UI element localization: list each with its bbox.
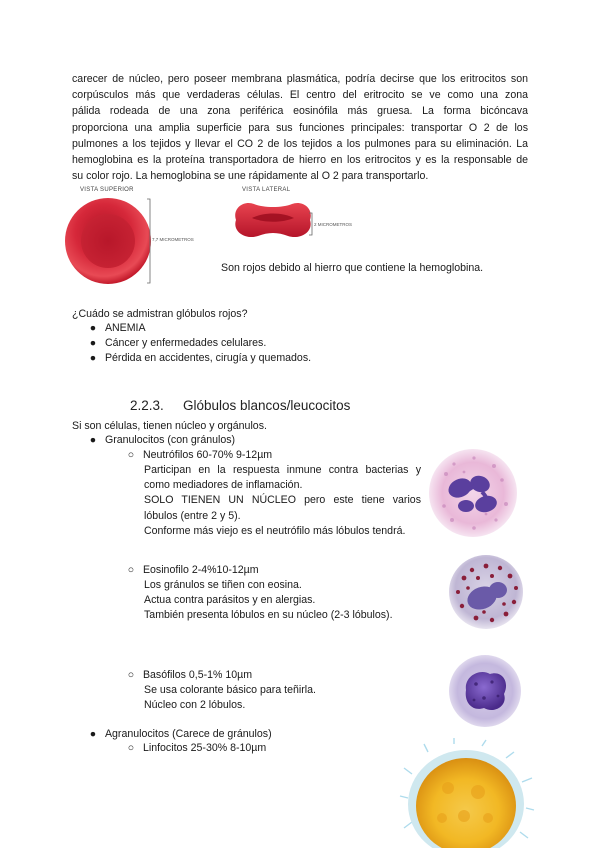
circle-bullet-icon: ○ bbox=[127, 564, 135, 576]
section-title: Glóbulos blancos/leucocitos bbox=[183, 398, 351, 413]
rbc-top-caption: VISTA SUPERIOR bbox=[80, 187, 134, 193]
bullet-icon: ● bbox=[89, 352, 97, 364]
rbc-figure-caption: Son rojos debido al hierro que contiene la hemoglobina. bbox=[221, 262, 484, 274]
neutrofilos-line: SOLO TIENEN UN NÚCLEO pero este tiene varios bbox=[144, 494, 421, 507]
granulocitos-title: Granulocitos (con gránulos) bbox=[104, 434, 236, 446]
intro-line: hemoglobina es la proteína transportadora de hierro en los eritrocitos y es la responsable de bbox=[72, 154, 528, 167]
list-item bbox=[86, 352, 311, 364]
list-item bbox=[86, 337, 266, 349]
intro-line: pálida rodeada de una zona periférica eosinófila más gruesa. La forma bicóncava bbox=[72, 105, 528, 118]
rbc-top-view-image bbox=[64, 196, 154, 286]
neutrofilos-description bbox=[144, 463, 421, 539]
linfocitos-title: Linfocitos 25-30% 8-10µm bbox=[142, 742, 267, 754]
bullet-icon: ● bbox=[89, 322, 97, 334]
neutrofilos-line: lóbulos (entre 2 y 5). bbox=[144, 509, 241, 522]
eosinofilos-description bbox=[144, 578, 393, 624]
rbc-side-measure-label: 2 MICROMETROS bbox=[314, 222, 353, 227]
section-number: 2.2.3. bbox=[130, 398, 164, 413]
bullet-icon: ● bbox=[89, 434, 97, 446]
intro-line: carecer de núcleo, pero poseer membrana plasmática, podría decirse que los eritrocitos son bbox=[72, 73, 528, 85]
intro-line: proporciona una amplia superficie para sus funciones principales: transportar O 2 de los bbox=[72, 121, 528, 134]
neutrofilos-line: como mediadores de inflamación. bbox=[144, 479, 303, 492]
neutrofilos-line: Participan en la respuesta inmune contra bacterias y bbox=[144, 464, 421, 476]
lymphocyte-image bbox=[398, 738, 536, 848]
basofilos-line: Núcleo con 2 lóbulos. bbox=[144, 699, 246, 712]
neutrophil-image bbox=[424, 444, 522, 542]
agranulocitos-title: Agranulocitos (Carece de gránulos) bbox=[104, 728, 272, 740]
eosinophil-image bbox=[446, 552, 526, 632]
circle-bullet-icon: ○ bbox=[127, 449, 135, 461]
circle-bullet-icon: ○ bbox=[127, 742, 135, 754]
question-title: ¿Cuádo se admistran glóbulos rojos? bbox=[72, 308, 248, 320]
eosinofilos-line: También presenta lóbulos en su núcleo (2-3 lóbulos). bbox=[144, 609, 393, 622]
intro-line: pulmones a los tejidos y llevar el CO 2 de los tejidos a los pulmones para su eliminación. La bbox=[72, 137, 528, 150]
rbc-side-caption: VISTA LATERAL bbox=[242, 187, 291, 193]
list-item-label: Pérdida en accidentes, cirugía y quemados. bbox=[104, 352, 312, 364]
bullet-icon: ● bbox=[89, 728, 97, 740]
list-item bbox=[124, 742, 266, 754]
wbc-intro: Si son células, tienen núcleo y orgánulos. bbox=[72, 420, 267, 432]
basofilos-line: Se usa colorante básico para teñirla. bbox=[144, 684, 316, 696]
basofilos-description bbox=[144, 683, 316, 713]
list-item-label: Cáncer y enfermedades celulares. bbox=[104, 337, 267, 349]
list-item bbox=[124, 564, 259, 576]
rbc-top-measure-label: 7,7 MICROMETROS bbox=[152, 237, 194, 242]
neutrofilos-line: Conforme más viejo es el neutrófilo más lóbulos tendrá. bbox=[144, 524, 406, 537]
eosinofilos-line: Los gránulos se tiñen con eosina. bbox=[144, 579, 302, 591]
neutrofilos-title: Neutrófilos 60-70% 9-12µm bbox=[142, 449, 273, 461]
list-item-label: ANEMIA bbox=[104, 322, 146, 334]
intro-line: su color rojo. La hemoglobina se une rápidamente al O 2 para transportarlo. bbox=[72, 170, 429, 183]
eosinofilos-line: Actua contra parásitos y en alergias. bbox=[144, 594, 316, 607]
list-item bbox=[86, 728, 272, 740]
rbc-side-view-image bbox=[230, 196, 316, 242]
eosinofilos-title: Eosinofilo 2-4%10-12µm bbox=[142, 564, 259, 576]
circle-bullet-icon: ○ bbox=[127, 669, 135, 681]
list-item bbox=[124, 449, 272, 461]
list-item bbox=[124, 669, 252, 681]
basophil-image bbox=[446, 652, 524, 730]
list-item bbox=[86, 322, 146, 334]
bullet-icon: ● bbox=[89, 337, 97, 349]
intro-line: corpúsculos más que verdaderas células. El centro del eritrocito se ve como una zona bbox=[72, 89, 528, 102]
basofilos-title: Basófilos 0,5-1% 10µm bbox=[142, 669, 253, 681]
list-item bbox=[86, 434, 235, 446]
intro-paragraph bbox=[72, 71, 528, 184]
